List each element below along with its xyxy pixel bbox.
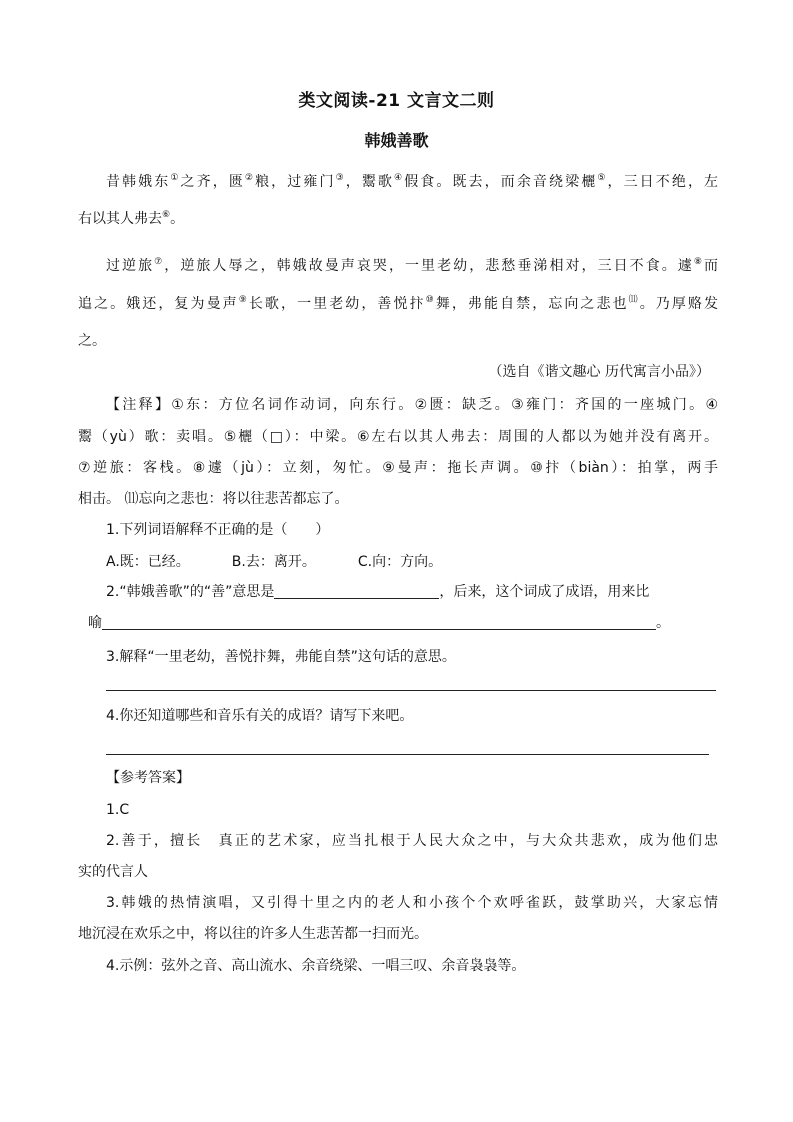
option-a[interactable]: A.既：已经。 [106,554,190,570]
story-title: 韩娥善歌 [364,131,429,150]
notes-line-1: 【注释】①东：方位名词作动词，向东行。②匮：缺乏。③雍门：齐国的一座城门。④ [106,397,718,413]
question-4: 4.你还知道哪些和音乐有关的成语？请写下来吧。 [106,708,414,724]
question-3: 3.解释“一里老幼，善悦抃舞，弗能自禁”这句话的意思。 [106,649,456,665]
notes-line-3: ⑦逆旅：客栈。⑧遽（jù）：立刻，匆忙。⑨曼声：拖长声调。⑩抃（biàn）：拍掌，两手 [78,460,718,476]
notes-line-2: 鬻（yù）歌：卖唱。⑤欐（□）：中梁。⑥左右以其人弗去：周围的人都以为她并没有离开。 [78,429,718,445]
question-2-line-2: 喻 。 [88,615,670,631]
answer-line-question-4[interactable] [106,754,709,755]
answer-3-line-1: 3.韩娥的热情演唱，又引得十里之内的老人和小孩个个欢呼雀跃，鼓掌助兴，大家忘情 [106,895,718,911]
answer-1: 1.C [106,802,130,818]
story-source: （选自《谐文趣心 历代寓言小品》） [488,364,710,380]
question-1: 1.下列词语解释不正确的是（ ） [106,522,330,538]
answer-4: 4.示例：弦外之音、高山流水、余音绕梁、一唱三叹、余音袅袅等。 [106,958,526,974]
answer-2-line-2: 实的代言人 [78,864,148,880]
option-c[interactable]: C.向：方向。 [357,554,443,570]
answer-blank-shan[interactable] [274,583,439,599]
story-paragraph-1-line-2: 右以其人弗去⑥。 [78,210,185,227]
footnote-marker: ③ [335,173,346,183]
page-title: 类文阅读-21 文言文二则 [298,91,495,111]
answers-header: 【参考答案】 [106,770,190,786]
footnote-marker: ⑩ [425,295,436,305]
footnote-marker: ② [244,173,256,183]
answer-blank-idiom-meaning[interactable] [102,614,656,630]
story-paragraph-2-line-1: 过逆旅⑦，逆旅人辱之，韩娥故曼声哀哭，一里老幼，悲愁垂涕相对，三日不食。遽⑧而 [106,257,719,274]
story-paragraph-2-line-3: 之。 [78,333,106,349]
footnote-marker: ⑨ [238,295,249,305]
story-paragraph-1-line-1: 昔韩娥东①之齐，匮②粮，过雍门③，鬻歌④假食。既去，而余音绕梁欐⑤，三日不绝，左 [106,173,719,190]
footnote-marker: ④ [394,173,405,183]
notes-line-4: 相击。 ⑾忘向之悲也：将以往悲苦都忘了。 [78,491,349,507]
answer-line-question-3[interactable] [106,690,716,691]
footnote-marker: ⑧ [693,257,705,267]
answer-3-line-2: 地沉浸在欢乐之中，将以往的许多人生悲苦都一扫而光。 [78,926,428,942]
footnote-marker: ⑾ [628,295,640,305]
question-2-line-1: 2.“韩娥善歌”的“善”意思是 ，后来，这个词成了成语，用来比 [106,584,650,600]
footnote-marker: ⑦ [154,257,165,267]
footnote-marker: ⑤ [597,173,608,183]
story-paragraph-2-line-2: 追之。娥还，复为曼声⑨长歌，一里老幼，善悦抃⑩舞，弗能自禁，忘向之悲也⑾。乃厚赂发 [78,295,719,312]
answer-2-line-1: 2.善于，擅长 真正的艺术家，应当扎根于人民大众之中，与大众共悲欢，成为他们忠 [106,833,718,849]
footnote-marker: ⑥ [162,210,171,220]
question-1-options [106,552,718,572]
option-b[interactable]: B.去：离开。 [231,554,316,570]
footnote-marker: ① [170,173,181,183]
